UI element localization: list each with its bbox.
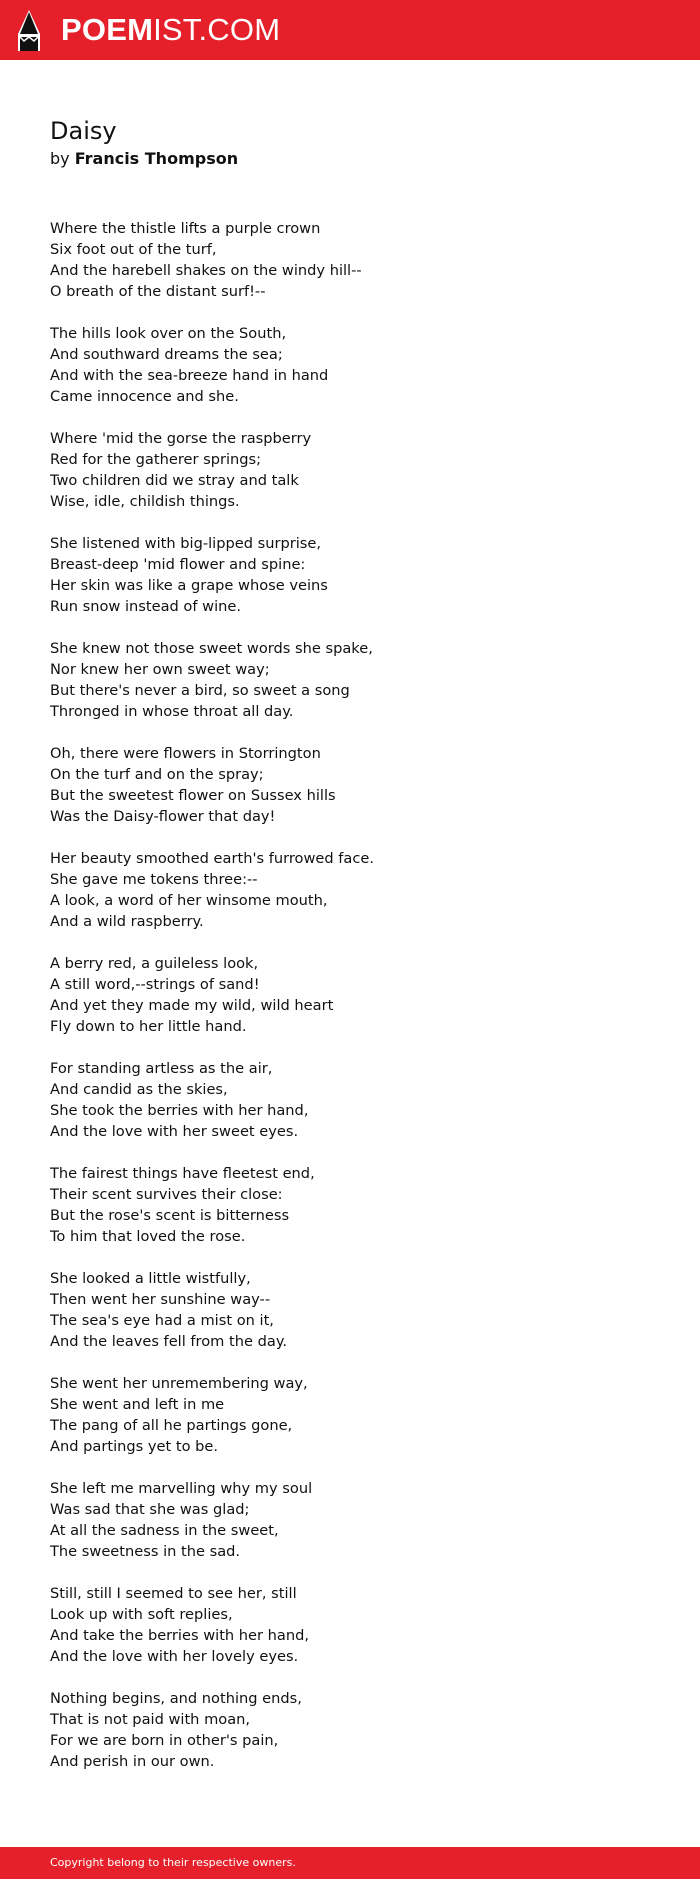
logo-bold-text: POEM bbox=[61, 12, 154, 47]
poem-line: She listened with big-lipped surprise, bbox=[50, 535, 322, 552]
poem-line: Their scent survives their close: bbox=[50, 1186, 283, 1203]
poem-line: The sea's eye had a mist on it, bbox=[50, 1312, 274, 1329]
poem-line: She left me marvelling why my soul bbox=[50, 1480, 313, 1497]
poem-line: Then went her sunshine way-- bbox=[50, 1291, 271, 1308]
poem-line: Her beauty smoothed earth's furrowed face. bbox=[50, 850, 374, 867]
poem-stanza bbox=[50, 743, 650, 827]
poem-line: The hills look over on the South, bbox=[50, 325, 287, 342]
site-header bbox=[0, 0, 700, 60]
poem-line: But the rose's scent is bitterness bbox=[50, 1207, 290, 1224]
poem-line: Nor knew her own sweet way; bbox=[50, 661, 270, 678]
poem-line: She took the berries with her hand, bbox=[50, 1102, 309, 1119]
poem-byline bbox=[50, 148, 238, 170]
poem-title: Daisy bbox=[50, 117, 117, 145]
poem-line: And perish in our own. bbox=[50, 1753, 215, 1770]
poem-line: At all the sadness in the sweet, bbox=[50, 1522, 279, 1539]
poem-line: Her skin was like a grape whose veins bbox=[50, 577, 328, 594]
poem-line: She looked a little wistfully, bbox=[50, 1270, 251, 1287]
poem-stanza bbox=[50, 533, 650, 617]
poem-line: And the love with her lovely eyes. bbox=[50, 1648, 299, 1665]
poem-line: And the leaves fell from the day. bbox=[50, 1333, 288, 1350]
poem-stanza bbox=[50, 953, 650, 1037]
poem-line: Run snow instead of wine. bbox=[50, 598, 241, 615]
poem-line: Two children did we stray and talk bbox=[50, 472, 299, 489]
poem-stanza bbox=[50, 218, 650, 302]
poem-line: That is not paid with moan, bbox=[50, 1711, 251, 1728]
poem-line: Still, still I seemed to see her, still bbox=[50, 1585, 297, 1602]
poem-author[interactable]: Francis Thompson bbox=[74, 149, 239, 168]
poem-line: And the harebell shakes on the windy hill-- bbox=[50, 262, 362, 279]
poem-line: Oh, there were flowers in Storrington bbox=[50, 745, 321, 762]
poem-line: A look, a word of her winsome mouth, bbox=[50, 892, 328, 909]
poem-stanza bbox=[50, 428, 650, 512]
by-label: by bbox=[50, 149, 70, 168]
poem-line: Look up with soft replies, bbox=[50, 1606, 233, 1623]
poem-line: Thronged in whose throat all day. bbox=[50, 703, 294, 720]
poem-line: The sweetness in the sad. bbox=[50, 1543, 241, 1560]
poem-line: But there's never a bird, so sweet a song bbox=[50, 682, 350, 699]
poem-line: And the love with her sweet eyes. bbox=[50, 1123, 299, 1140]
poem-line: Wise, idle, childish things. bbox=[50, 493, 240, 510]
poem-stanza bbox=[50, 1163, 650, 1247]
poem-stanza bbox=[50, 1373, 650, 1457]
poem-line: She knew not those sweet words she spake, bbox=[50, 640, 373, 657]
poem-line: Red for the gatherer springs; bbox=[50, 451, 262, 468]
poem-stanza bbox=[50, 1688, 650, 1772]
poem-body bbox=[50, 218, 650, 1793]
poem-line: But the sweetest flower on Sussex hills bbox=[50, 787, 336, 804]
poem-line: Where 'mid the gorse the raspberry bbox=[50, 430, 312, 447]
poem-stanza bbox=[50, 638, 650, 722]
poem-line: And partings yet to be. bbox=[50, 1438, 219, 1455]
poem-line: She went and left in me bbox=[50, 1396, 225, 1413]
site-logo[interactable] bbox=[61, 11, 280, 49]
poem-line: On the turf and on the spray; bbox=[50, 766, 264, 783]
poem-line: To him that loved the rose. bbox=[50, 1228, 246, 1245]
poem-line: She gave me tokens three:-- bbox=[50, 871, 258, 888]
logo-light-text: IST.COM bbox=[153, 12, 281, 47]
poem-line: The fairest things have fleetest end, bbox=[50, 1165, 315, 1182]
poem-line: And candid as the skies, bbox=[50, 1081, 228, 1098]
poem-stanza bbox=[50, 1058, 650, 1142]
poem-line: O breath of the distant surf!-- bbox=[50, 283, 266, 300]
poem-line: For we are born in other's pain, bbox=[50, 1732, 279, 1749]
copyright-notice: Copyright belong to their respective owners. bbox=[50, 1856, 296, 1869]
pen-nib-icon[interactable] bbox=[16, 10, 42, 51]
poem-line: And southward dreams the sea; bbox=[50, 346, 283, 363]
poem-line: A still word,--strings of sand! bbox=[50, 976, 260, 993]
poem-line: Nothing begins, and nothing ends, bbox=[50, 1690, 302, 1707]
poem-line: Where the thistle lifts a purple crown bbox=[50, 220, 321, 237]
poem-stanza bbox=[50, 1478, 650, 1562]
poem-line: And with the sea-breeze hand in hand bbox=[50, 367, 329, 384]
poem-line: And yet they made my wild, wild heart bbox=[50, 997, 334, 1014]
poem-stanza bbox=[50, 1583, 650, 1667]
poem-line: And take the berries with her hand, bbox=[50, 1627, 310, 1644]
poem-stanza bbox=[50, 1268, 650, 1352]
poem-line: Came innocence and she. bbox=[50, 388, 239, 405]
poem-stanza bbox=[50, 323, 650, 407]
poem-line: Was the Daisy-flower that day! bbox=[50, 808, 276, 825]
site-footer bbox=[0, 1847, 700, 1879]
poem-stanza bbox=[50, 848, 650, 932]
poem-line: Six foot out of the turf, bbox=[50, 241, 217, 258]
poem-line: A berry red, a guileless look, bbox=[50, 955, 259, 972]
poem-line: And a wild raspberry. bbox=[50, 913, 204, 930]
poem-line: Breast-deep 'mid flower and spine: bbox=[50, 556, 306, 573]
poem-line: For standing artless as the air, bbox=[50, 1060, 273, 1077]
poem-line: Fly down to her little hand. bbox=[50, 1018, 247, 1035]
poem-line: The pang of all he partings gone, bbox=[50, 1417, 293, 1434]
poem-line: She went her unremembering way, bbox=[50, 1375, 308, 1392]
poem-line: Was sad that she was glad; bbox=[50, 1501, 250, 1518]
